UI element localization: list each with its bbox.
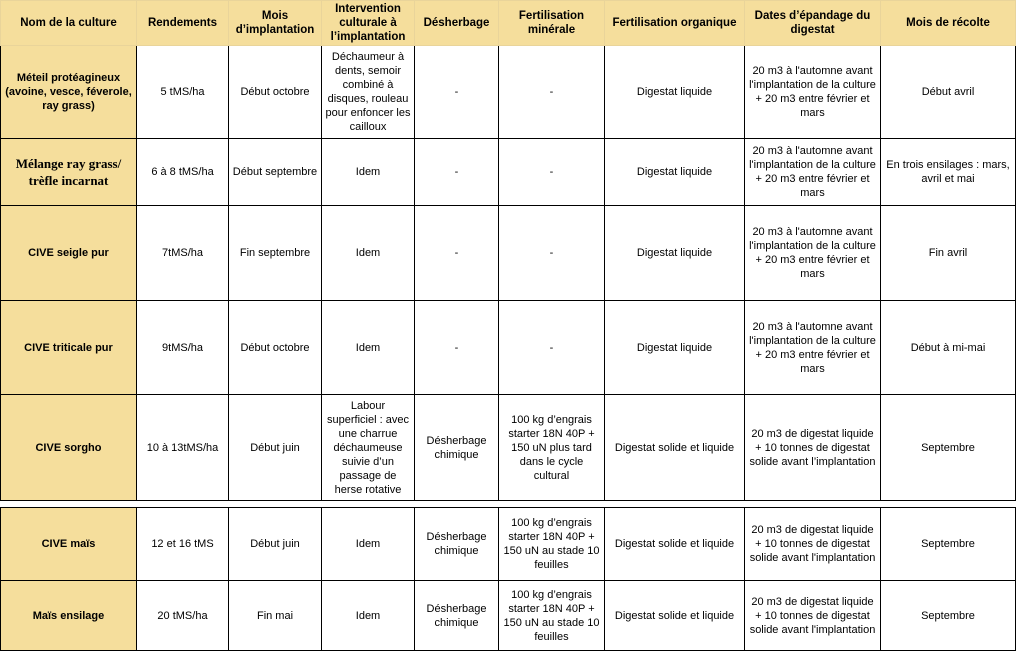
yield-cell: 9tMS/ha (137, 301, 229, 395)
mineral-fert-cell: - (499, 301, 605, 395)
organic-fert-cell: Digestat liquide (605, 301, 745, 395)
table-row (1, 206, 1016, 301)
header-row (1, 1, 1016, 46)
yield-cell: 12 et 16 tMS (137, 508, 229, 581)
crop-name: Méteil protéagineux (avoine, vesce, féverole, ray grass) (1, 46, 137, 139)
planting-month-cell: Début septembre (229, 139, 322, 206)
intervention-cell: Idem (322, 581, 415, 651)
harvest-month-cell: Fin avril (881, 206, 1016, 301)
mineral-fert-cell: - (499, 46, 605, 139)
table-row (1, 395, 1016, 501)
yield-cell: 6 à 8 tMS/ha (137, 139, 229, 206)
mineral-fert-cell: 100 kg d’engrais starter 18N 40P + 150 uN au stade 10 feuilles (499, 508, 605, 581)
intervention-cell: Déchaumeur à dents, semoir combiné à disques, rouleau pour enfoncer les cailloux (322, 46, 415, 139)
header-cell: Fertilisation organique (605, 1, 745, 46)
header-cell: Mois d’implantation (229, 1, 322, 46)
mineral-fert-cell: 100 kg d’engrais starter 18N 40P + 150 uN plus tard dans le cycle cultural (499, 395, 605, 501)
intervention-cell: Idem (322, 206, 415, 301)
crop-name: CIVE triticale pur (1, 301, 137, 395)
weeding-cell: - (415, 139, 499, 206)
intervention-cell: Idem (322, 301, 415, 395)
intervention-cell: Labour superficiel : avec une charrue déchaumeuse suivie d’un passage de herse rotative (322, 395, 415, 501)
table-row (1, 508, 1016, 581)
header-cell: Rendements (137, 1, 229, 46)
mineral-fert-cell: - (499, 206, 605, 301)
organic-fert-cell: Digestat solide et liquide (605, 508, 745, 581)
planting-month-cell: Fin septembre (229, 206, 322, 301)
weeding-cell: Désherbage chimique (415, 581, 499, 651)
weeding-cell: - (415, 206, 499, 301)
yield-cell: 20 tMS/ha (137, 581, 229, 651)
planting-month-cell: Début juin (229, 508, 322, 581)
crop-name: CIVE maïs (1, 508, 137, 581)
yield-cell: 7tMS/ha (137, 206, 229, 301)
crop-name: CIVE seigle pur (1, 206, 137, 301)
harvest-month-cell: En trois ensilages : mars, avril et mai (881, 139, 1016, 206)
header-cell: Intervention culturale à l’implantation (322, 1, 415, 46)
planting-month-cell: Fin mai (229, 581, 322, 651)
organic-fert-cell: Digestat solide et liquide (605, 581, 745, 651)
header-cell: Désherbage (415, 1, 499, 46)
mineral-fert-cell: - (499, 139, 605, 206)
spreading-dates-cell: 20 m3 à l'automne avant l'implantation de la culture + 20 m3 entre février et mars (745, 206, 881, 301)
weeding-cell: - (415, 301, 499, 395)
harvest-month-cell: Début à mi-mai (881, 301, 1016, 395)
table-row (1, 301, 1016, 395)
organic-fert-cell: Digestat liquide (605, 46, 745, 139)
crop-table-continued (0, 507, 1016, 651)
header-cell: Dates d’épandage du digestat (745, 1, 881, 46)
crop-name: Mélange ray grass/ trèfle incarnat (1, 139, 137, 206)
crop-name: Maïs ensilage (1, 581, 137, 651)
planting-month-cell: Début juin (229, 395, 322, 501)
crop-name: CIVE sorgho (1, 395, 137, 501)
planting-month-cell: Début octobre (229, 301, 322, 395)
organic-fert-cell: Digestat liquide (605, 139, 745, 206)
header-cell: Fertilisation minérale (499, 1, 605, 46)
header-cell: Nom de la culture (1, 1, 137, 46)
harvest-month-cell: Septembre (881, 395, 1016, 501)
spreading-dates-cell: 20 m3 à l'automne avant l'implantation de la culture + 20 m3 entre février et mars (745, 301, 881, 395)
yield-cell: 10 à 13tMS/ha (137, 395, 229, 501)
spreading-dates-cell: 20 m3 à l'automne avant l'implantation de la culture + 20 m3 entre février et mars (745, 139, 881, 206)
intervention-cell: Idem (322, 139, 415, 206)
intervention-cell: Idem (322, 508, 415, 581)
spreading-dates-cell: 20 m3 de digestat liquide + 10 tonnes de digestat solide avant l'implantation (745, 508, 881, 581)
header-cell: Mois de récolte (881, 1, 1016, 46)
weeding-cell: Désherbage chimique (415, 508, 499, 581)
organic-fert-cell: Digestat liquide (605, 206, 745, 301)
harvest-month-cell: Septembre (881, 508, 1016, 581)
harvest-month-cell: Septembre (881, 581, 1016, 651)
spreading-dates-cell: 20 m3 de digestat liquide + 10 tonnes de digestat solide avant l'implantation (745, 581, 881, 651)
yield-cell: 5 tMS/ha (137, 46, 229, 139)
planting-month-cell: Début octobre (229, 46, 322, 139)
table-row (1, 139, 1016, 206)
table-row (1, 46, 1016, 139)
mineral-fert-cell: 100 kg d’engrais starter 18N 40P + 150 uN au stade 10 feuilles (499, 581, 605, 651)
weeding-cell: Désherbage chimique (415, 395, 499, 501)
spreading-dates-cell: 20 m3 à l'automne avant l'implantation de la culture + 20 m3 entre février et mars (745, 46, 881, 139)
table-row (1, 581, 1016, 651)
spreading-dates-cell: 20 m3 de digestat liquide + 10 tonnes de digestat solide avant l’implantation (745, 395, 881, 501)
organic-fert-cell: Digestat solide et liquide (605, 395, 745, 501)
weeding-cell: - (415, 46, 499, 139)
harvest-month-cell: Début avril (881, 46, 1016, 139)
